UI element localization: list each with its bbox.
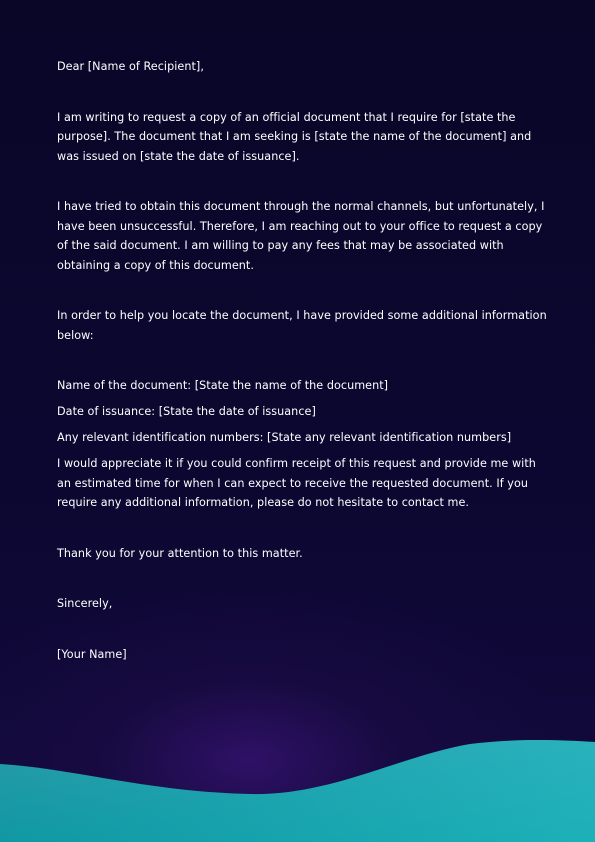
thanks-line: Thank you for your attention to this matter. bbox=[57, 546, 303, 560]
detail-identification-numbers: Any relevant identification numbers: [State any relevant identification numbers] bbox=[57, 431, 512, 444]
paragraph-attempts: I have tried to obtain this document through the normal channels, but unfortunately, I have been unsuccessful. Therefore, I am reaching out to your office to request a copy of the said document. I am willing to pay any fees that may be associated with obtaining a copy of this document. bbox=[57, 200, 545, 272]
signature: [Your Name] bbox=[57, 647, 127, 661]
paragraph-purpose: I am writing to request a copy of an official document that I require for [state the purpose]. The document that I am seeking is [state the name of the document] and was issued on [state the date of issuance]. bbox=[57, 110, 532, 163]
paragraph-additional-info: In order to help you locate the document, I have provided some additional information below: bbox=[57, 309, 547, 342]
salutation: Dear [Name of Recipient], bbox=[57, 60, 204, 73]
closing: Sincerely, bbox=[57, 597, 113, 610]
paragraph-confirmation: I would appreciate it if you could confirm receipt of this request and provide me with an estimated time for when I can expect to receive the requested document. If you require any additional information, please do not hesitate to contact me. bbox=[57, 457, 536, 509]
detail-document-name: Name of the document: [State the name of the document] bbox=[57, 379, 389, 392]
decorative-wave bbox=[0, 730, 595, 842]
detail-issuance-date: Date of issuance: [State the date of issuance] bbox=[57, 405, 316, 418]
letter-body bbox=[57, 57, 547, 664]
